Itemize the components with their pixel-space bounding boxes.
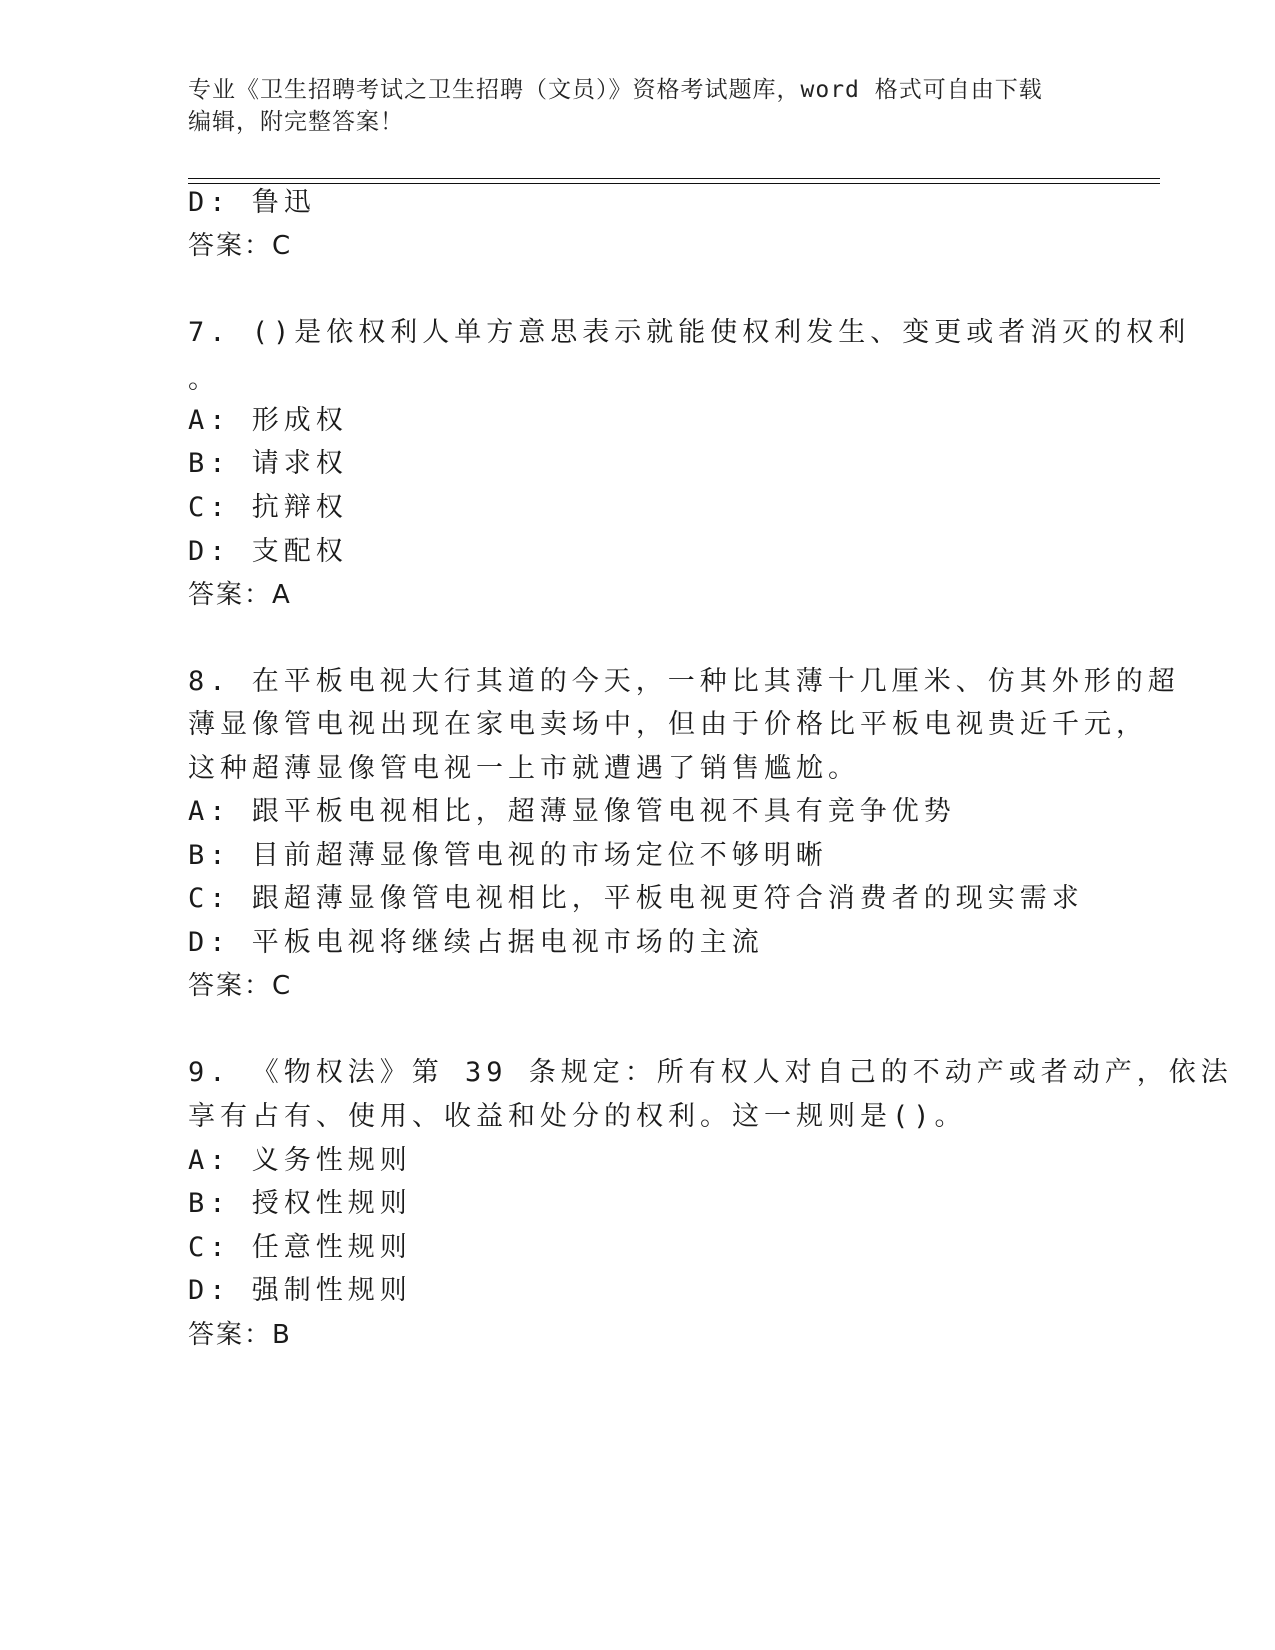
q8-option-c: C: 跟超薄显像管电视相比，平板电视更符合消费者的现实需求 xyxy=(188,883,1084,914)
q8-option-b: B: 目前超薄显像管电视的市场定位不够明晰 xyxy=(188,840,828,871)
q8-answer: 答案：C xyxy=(188,971,293,1001)
q7-stem-line-1: 7. ()是依权利人单方意思表示就能使权利发生、变更或者消灭的权利 xyxy=(188,317,1191,348)
q9-option-c: C: 任意性规则 xyxy=(188,1232,412,1263)
q9-option-d: D: 强制性规则 xyxy=(188,1275,412,1306)
q8-stem-line-1: 8. 在平板电视大行其道的今天，一种比其薄十几厘米、仿其外形的超 xyxy=(188,666,1180,697)
q7-option-c: C: 抗辩权 xyxy=(188,492,348,523)
q8-stem-line-2: 薄显像管电视出现在家电卖场中，但由于价格比平板电视贵近千元， xyxy=(188,709,1148,740)
prev-option-d: D: 鲁迅 xyxy=(188,187,316,218)
header-divider-bottom xyxy=(188,183,1160,184)
document-header xyxy=(188,74,1068,138)
q9-stem-line-1: 9. 《物权法》第 39 条规定：所有权人对自己的不动产或者动产，依法 xyxy=(188,1057,1233,1088)
q9-option-a: A: 义务性规则 xyxy=(188,1145,412,1176)
header-divider-top xyxy=(188,178,1160,179)
q7-option-b: B: 请求权 xyxy=(188,448,348,479)
q9-option-b: B: 授权性规则 xyxy=(188,1188,412,1219)
q8-option-a: A: 跟平板电视相比，超薄显像管电视不具有竞争优势 xyxy=(188,796,956,827)
prev-answer: 答案：C xyxy=(188,231,293,261)
q8-option-d: D: 平板电视将继续占据电视市场的主流 xyxy=(188,927,764,958)
q7-option-d: D: 支配权 xyxy=(188,536,348,567)
q7-answer: 答案：A xyxy=(188,580,292,610)
q7-option-a: A: 形成权 xyxy=(188,405,348,436)
q9-stem-line-2: 享有占有、使用、收益和处分的权利。这一规则是()。 xyxy=(188,1101,967,1132)
q8-stem-line-3: 这种超薄显像管电视一上市就遭遇了销售尴尬。 xyxy=(188,753,860,784)
header-line-2: 编辑，附完整答案！ xyxy=(188,109,404,135)
header-line-1: 专业《卫生招聘考试之卫生招聘（文员）》资格考试题库，word 格式可自由下载 xyxy=(188,77,1043,103)
q9-answer: 答案：B xyxy=(188,1320,292,1350)
q7-stem-line-2: 。 xyxy=(188,364,220,395)
